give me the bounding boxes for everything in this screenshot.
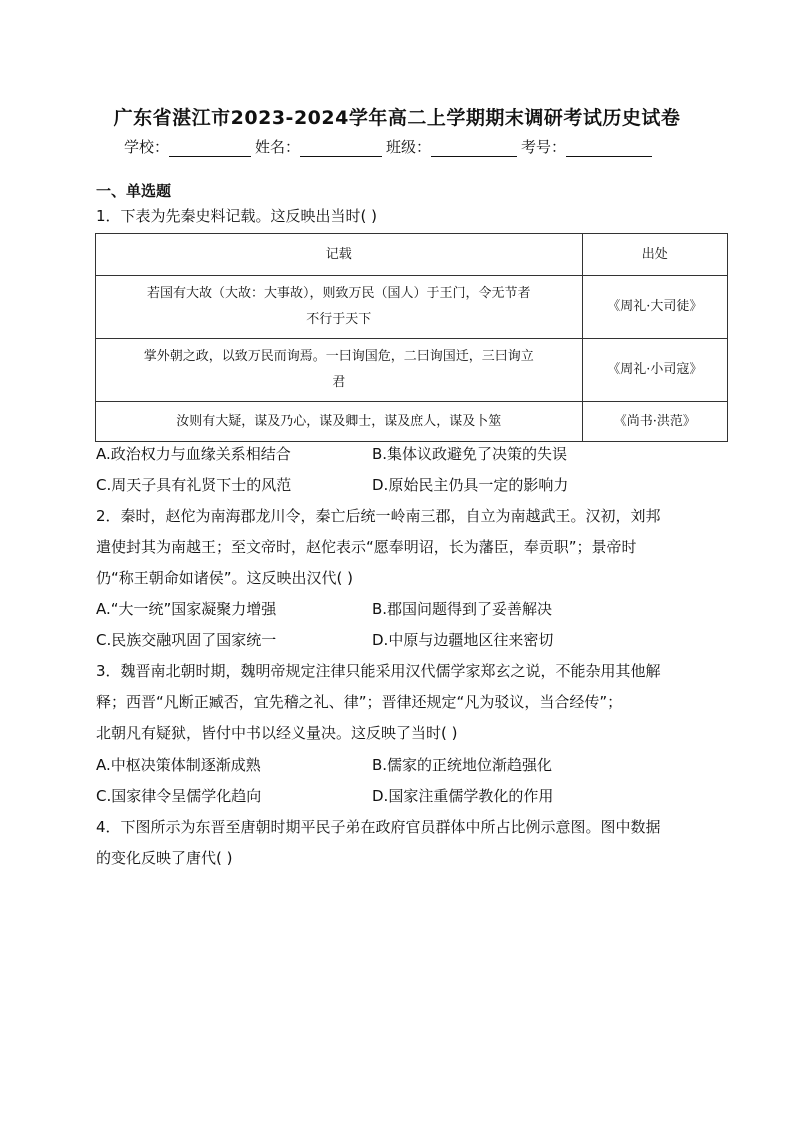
record-line: 汝则有大疑，谋及乃心，谋及卿士，谋及庶人，谋及卜筮: [176, 413, 502, 429]
q1-option-c[interactable]: C.周天子具有礼贤下士的风范: [96, 476, 292, 494]
record-line: 掌外朝之政，以致万民而询焉。一曰询国危，二曰询国迁，三曰询立: [143, 349, 534, 364]
q2-option-a[interactable]: A.“大一统”国家凝聚力增强: [96, 600, 277, 618]
q2-option-c[interactable]: C.民族交融巩固了国家统一: [96, 631, 277, 649]
table-row: [96, 276, 728, 339]
record-line: 若国有大故（大故：大事故），则致万民（国人）于王门，令无节者: [147, 286, 531, 301]
exam-no-blank: [566, 140, 652, 157]
section-heading: 一、单选题: [96, 182, 172, 200]
exam-no-label: 考号：: [521, 138, 567, 156]
q3-option-a[interactable]: A.中枢决策体制逐渐成熟: [96, 756, 261, 774]
table-row: [96, 402, 728, 442]
table-row: [96, 339, 728, 402]
table-cell-record: [96, 402, 583, 442]
q3-option-b[interactable]: B.儒家的正统地位渐趋强化: [372, 756, 553, 774]
student-info-row: [124, 136, 656, 157]
q3-stem-line: 北朝凡有疑狱，皆付中书以经义量决。这反映了当时( ): [96, 724, 458, 742]
q2-option-d[interactable]: D.中原与边疆地区往来密切: [372, 631, 554, 649]
q1-source-table: [95, 233, 728, 442]
table-cell-source: 《尚书·洪范》: [582, 402, 727, 442]
q2-stem-line: 2．秦时，赵佗为南海郡龙川令，秦亡后统一岭南三郡，自立为南越武王。汉初，刘邦: [96, 507, 661, 525]
table-header-source: 出处: [582, 234, 727, 276]
q3-option-d[interactable]: D.国家注重儒学教化的作用: [372, 787, 554, 805]
class-blank: [431, 140, 517, 157]
q2-stem-line: 仍“称王朝命如诸侯”。这反映出汉代( ): [96, 569, 354, 587]
name-blank: [300, 140, 382, 157]
table-cell-source: 《周礼·小司寇》: [582, 339, 727, 402]
school-label: 学校：: [124, 138, 170, 156]
q2-stem-line: 遣使封其为南越王；至文帝时，赵佗表示“愿奉明诏，长为藩臣，奉贡职”；景帝时: [96, 538, 637, 556]
q1-option-d[interactable]: D.原始民主仍具一定的影响力: [372, 476, 569, 494]
table-cell-source: 《周礼·大司徒》: [582, 276, 727, 339]
name-label: 姓名：: [255, 138, 301, 156]
q4-stem-line: 4．下图所示为东晋至唐朝时期平民子弟在政府官员群体中所占比例示意图。图中数据: [96, 818, 661, 836]
record-line: 不行于天下: [306, 312, 372, 327]
q3-option-c[interactable]: C.国家律令呈儒学化趋向: [96, 787, 262, 805]
school-blank: [169, 140, 251, 157]
class-label: 班级：: [386, 138, 432, 156]
q1-option-a[interactable]: A.政治权力与血缘关系相结合: [96, 445, 291, 463]
q2-option-b[interactable]: B.郡国问题得到了妥善解决: [372, 600, 553, 618]
q1-stem: 1．下表为先秦史料记载。这反映出当时( ): [96, 207, 378, 225]
q3-stem-line: 释；西晋“凡断正臧否，宜先稽之礼、律”；晋律还规定“凡为驳议，当合经传”；: [96, 693, 623, 711]
table-cell-record: [96, 276, 583, 339]
record-line: 君: [332, 375, 346, 390]
page-title: 广东省湛江市2023-2024学年高二上学期期末调研考试历史试卷: [113, 107, 681, 129]
q3-stem-line: 3．魏晋南北朝时期，魏明帝规定注律只能采用汉代儒学家郑玄之说，不能杂用其他解: [96, 662, 661, 680]
table-header-row: [96, 234, 728, 276]
q1-option-b[interactable]: B.集体议政避免了决策的失误: [372, 445, 568, 463]
table-cell-record: [96, 339, 583, 402]
table-header-record: 记载: [96, 234, 583, 276]
q4-stem-line: 的变化反映了唐代( ): [96, 849, 233, 867]
